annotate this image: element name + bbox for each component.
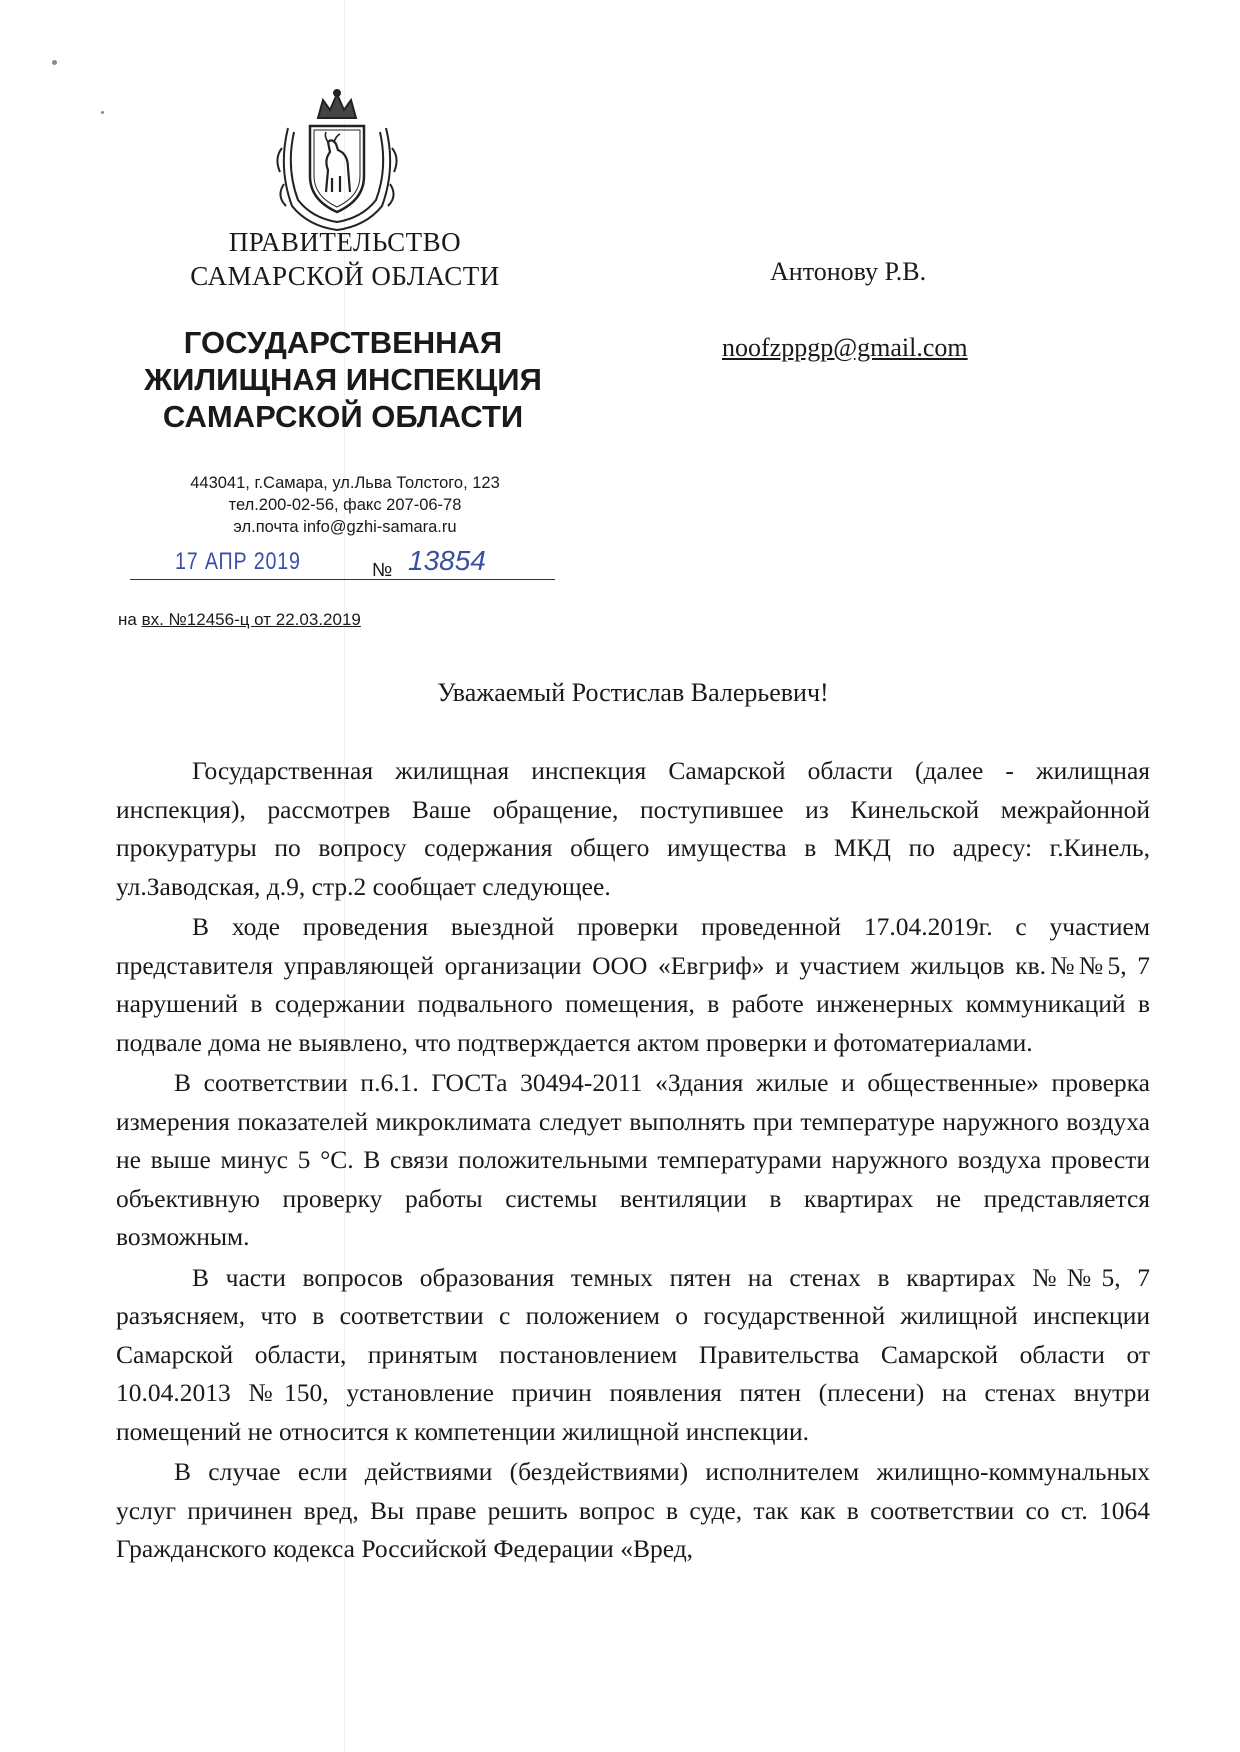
coat-of-arms-emblem <box>268 88 406 234</box>
paragraph: В соответствии п.6.1. ГОСТа 30494-2011 «Здания жилые и общественные» проверка измерения показателей микроклимата следует выполнять при температуре наружного воздуха не выше минус 5 °С. В связи положительными температурами наружного воздуха провести объективную проверку работы системы вентиляции в квартирах не представляется возможным. <box>116 1068 1150 1251</box>
address-line-2: тел.200-02-56, факс 207-06-78 <box>228 496 462 514</box>
registration-underline <box>130 579 555 580</box>
paragraph: В ходе проведения выездной проверки проведенной 17.04.2019г. с участием представителя управляющей организации ООО «Евгриф» и участием жильцов кв.№№5, 7 нарушений в содержании подвального помещения, в работе инженерных коммуникаций в подвале дома не выявлено, что подтверждается актом проверки и фотоматериалами. <box>116 912 1150 1057</box>
inspection-line-1: ГОСУДАРСТВЕННАЯ <box>183 325 503 360</box>
recipient-email-link[interactable]: noofzppgp@gmail.com <box>722 333 968 362</box>
scan-speck <box>101 111 104 114</box>
government-line-2: САМАРСКОЙ ОБЛАСТИ <box>190 261 500 291</box>
paragraph: В части вопросов образования темных пятен на стенах в квартирах №№5, 7 разъясняем, что в соответствии с положением о государственной жилищной инспекции Самарской области, принятым постановлением Правительства Самарской области от 10.04.2013 №150, установление причин появления пятен (плесени) на стенах внутри помещений не относится к компетенции жилищной инспекции. <box>116 1262 1150 1446</box>
government-line-1: ПРАВИТЕЛЬСТВО <box>228 227 462 257</box>
registration-date-stamp: 17 АПР 2019 <box>175 548 301 575</box>
recipient-name: Антонову Р.В. <box>770 257 927 286</box>
inspection-name <box>118 324 568 435</box>
address-line-1: 443041, г.Самара, ул.Льва Толстого, 123 <box>190 474 500 492</box>
registration-number-label: № <box>372 560 393 581</box>
inspection-line-2: ЖИЛИЩНАЯ ИНСПЕКЦИЯ <box>144 362 542 397</box>
letter-body <box>116 752 1150 1569</box>
registration-number: 13854 <box>408 545 486 576</box>
incoming-reference <box>118 610 361 630</box>
reference-prefix: на <box>118 610 142 629</box>
scan-speck <box>52 60 57 65</box>
inspection-address <box>130 472 560 538</box>
paragraph: В случае если действиями (бездействиями) исполнителем жилищно-коммунальных услуг причинен вред, Вы праве решить вопрос в суде, так как в соответствии со ст. 1064 Гражданского кодекса Российской Федерации «Вред, <box>116 1457 1150 1563</box>
paragraph: Государственная жилищная инспекция Самарской области (далее - жилищная инспекция), рассмотрев Ваше обращение, поступившее из Кинельской межрайонной прокуратуры по вопросу содержания общего имущества в МКД по адресу: г.Кинель, ул.Заводская, д.9, стр.2 сообщает следующее. <box>116 756 1150 901</box>
reference-text: вх. №12456-ц от 22.03.2019 <box>141 610 361 629</box>
letter-greeting: Уважаемый Ростислав Валерьевич! <box>437 678 829 707</box>
inspection-line-3: САМАРСКОЙ ОБЛАСТИ <box>162 399 524 434</box>
address-line-3: эл.почта info@gzhi-samara.ru <box>233 518 457 536</box>
government-name <box>130 225 560 293</box>
